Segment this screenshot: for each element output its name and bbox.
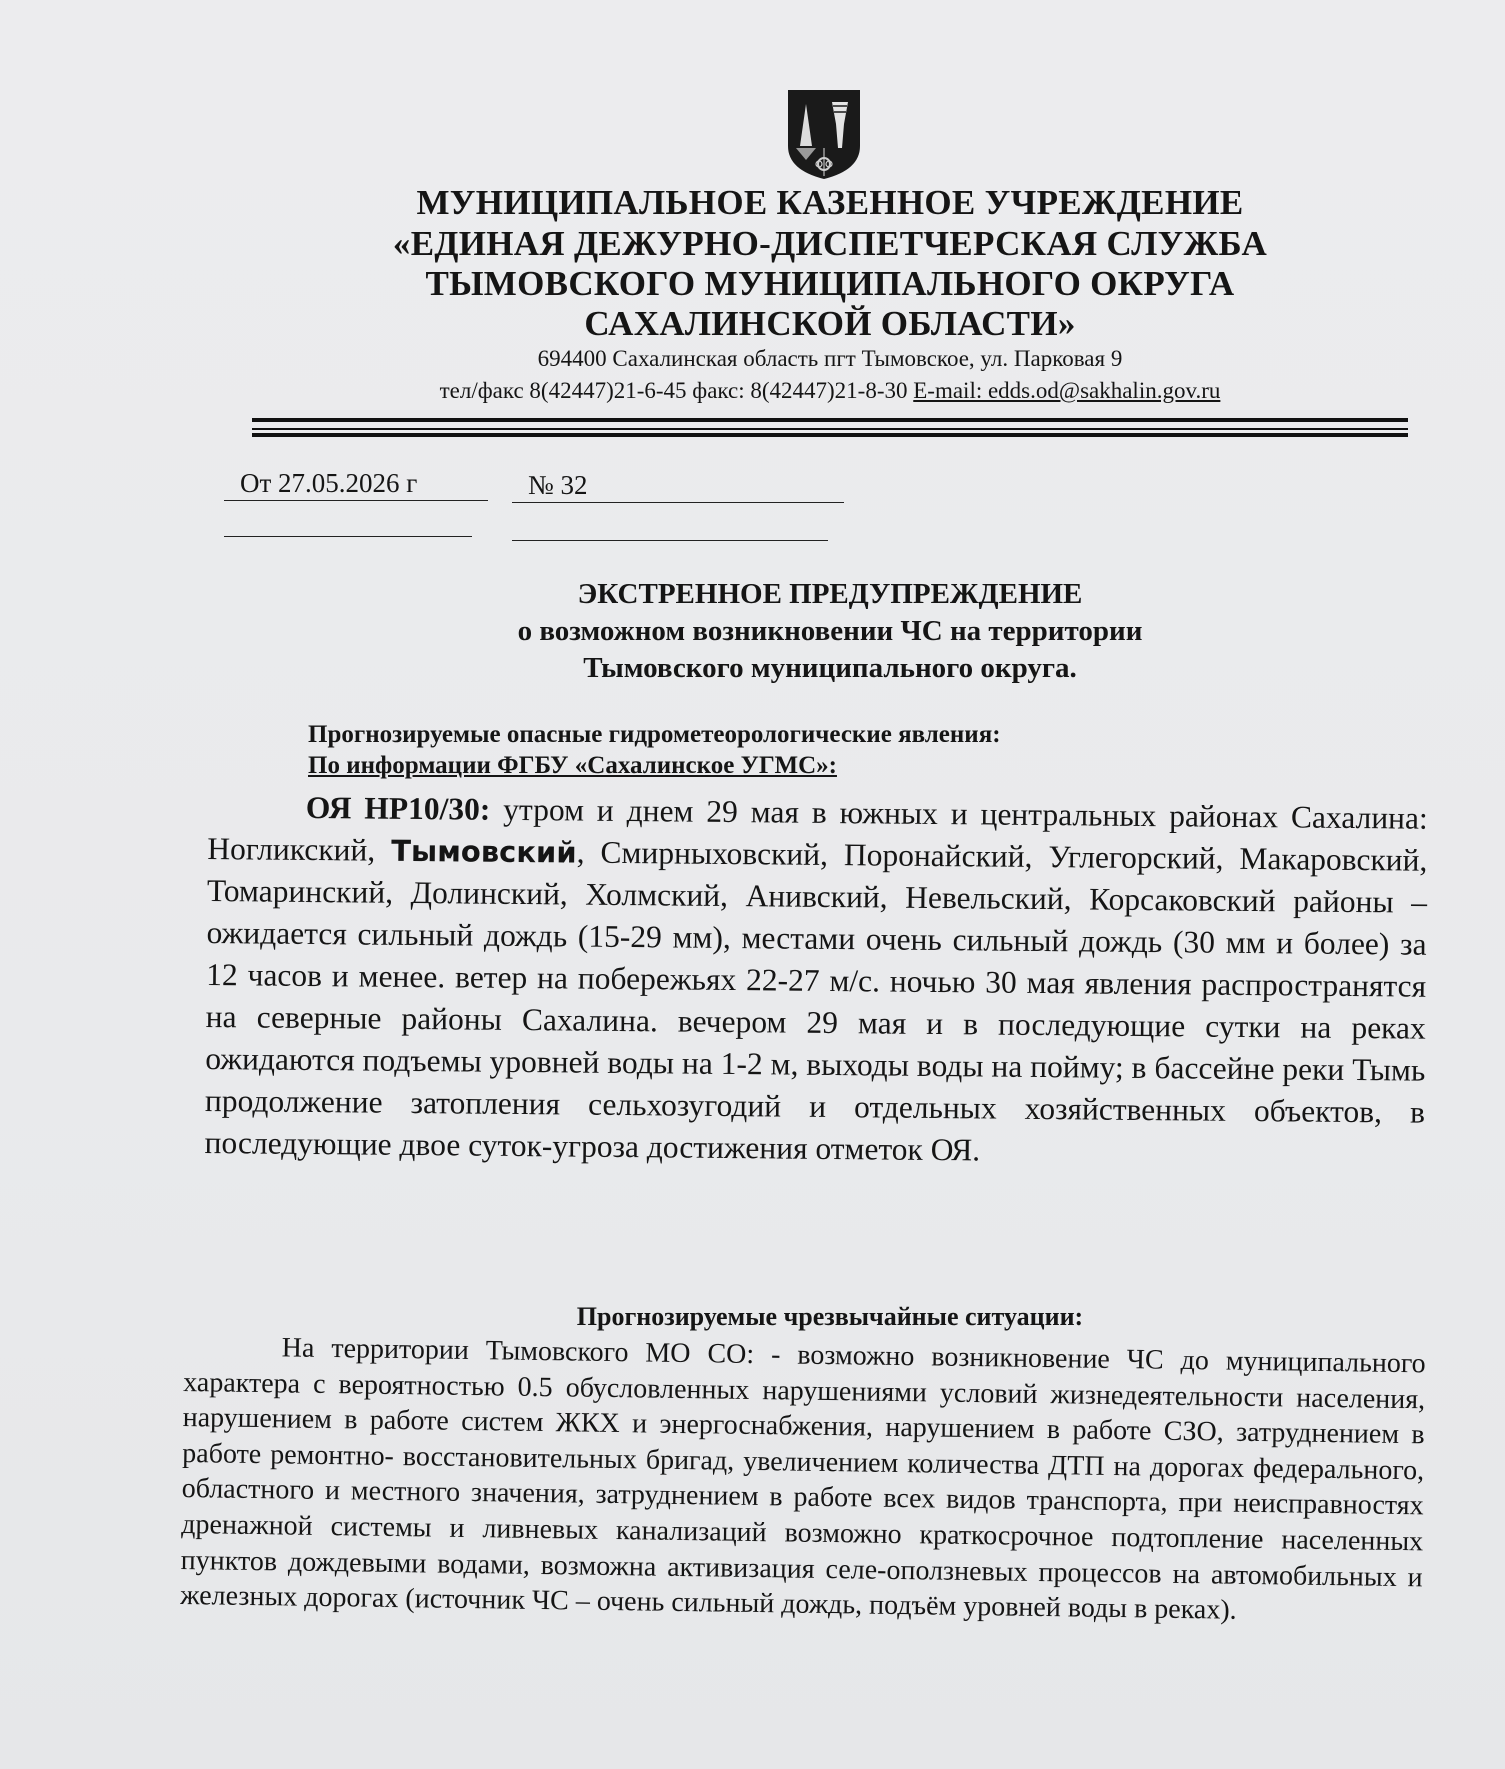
- emergency-text: [180, 1329, 1426, 1631]
- org-name-line-3: ТЫМОВСКОГО МУНИЦИПАЛЬНОГО ОКРУГА: [425, 264, 1235, 303]
- org-phone: тел/факс 8(42447)21-6-45 факс: 8(42447)21-8-30: [439, 378, 908, 403]
- org-contacts: [300, 376, 1360, 406]
- org-address: 694400 Сахалинская область пгт Тымовское, ул. Парковая 9: [537, 346, 1123, 371]
- forecast-heading: Прогнозируемые опасные гидрометеорологические явления:: [308, 721, 1001, 748]
- header-rule-thin: [252, 428, 1408, 430]
- blank-line-right: [512, 539, 828, 541]
- org-name-line-4: САХАЛИНСКОЙ ОБЛАСТИ»: [584, 304, 1076, 343]
- title-subline-1: о возможном возникновении ЧС на территории: [517, 615, 1143, 647]
- header-rule-thick: [252, 418, 1408, 422]
- forecast-highlight-district: Тымовский: [391, 833, 577, 870]
- header-rule-thick-2: [252, 433, 1408, 437]
- org-email: E-mail: edds.od@sakhalin.gov.ru: [913, 378, 1221, 403]
- org-name-line-1: МУНИЦИПАЛЬНОЕ КАЗЕННОЕ УЧРЕЖДЕНИЕ: [416, 183, 1244, 222]
- forecast-text-a: утром и днем 29 мая в южных и центральных районах Сахалина: Ногликский,: [207, 791, 1428, 868]
- forecast-lead: ОЯ НР10/30:: [305, 789, 491, 827]
- emergency-text-body: На территории Тымовского МО СО: - возможно возникновение ЧС до муниципального характера с вероятностью 0.5 обусловленных нарушениями условий жизнедеятельности населения, нарушением в работе систем ЖКХ и энергоснабжения, нарушением в работе СЗО, затруднением в работе ремонтно- восстановительных бригад, увеличением количества ДТП на дорогах федерального, областного и местного значения, затруднением в работе всех видов транспорта, при неисправностях дренажной системы и ливневых канализаций возможно краткосрочное подтопление населенных пунктов дождевыми водами, возможна активизация селе-оползневых процессов на автомобильных и железных дорогах (источник ЧС – очень сильный дождь, подъём уровней воды в реках).: [180, 1332, 1426, 1626]
- title-subline-2: Тымовского муниципального округа.: [583, 652, 1077, 684]
- forecast-source: По информации ФГБУ «Сахалинское УГМС»:: [308, 752, 837, 779]
- document-date: От 27.05.2026 г: [224, 466, 488, 501]
- emergency-heading: Прогнозируемые чрезвычайные ситуации:: [576, 1302, 1084, 1331]
- org-name-line-2: «ЕДИНАЯ ДЕЖУРНО-ДИСПЕТЧЕРСКАЯ СЛУЖБА: [392, 224, 1268, 263]
- document-number: № 32: [512, 468, 844, 503]
- blank-line-left: [224, 535, 472, 537]
- title-heading: ЭКСТРЕННОЕ ПРЕДУПРЕЖДЕНИЕ: [577, 578, 1083, 610]
- forecast-text-b: , Смирныховский, Поронайский, Углегорский, Макаровский, Томаринский, Долинский, Холмский, Анивский, Невельский, Корсаковский районы – ожидается сильный дождь (15-29 мм), местами очень сильный дождь (30 мм и более) за 12 часов и менее. ветер на побережьях 22-27 м/с. ночью 30 мая явления распространятся на северные районы Сахалина. вечером 29 мая и в последующие сутки на реках ожидаются подъемы уровней воды на 1-2 м, выходы воды на пойму; в бассейне реки Тымь продолжение затопления сельхозугодий и отдельных хозяйственных объектов, в последующие двое суток-угроза достижения отметок ОЯ.: [204, 834, 1428, 1168]
- coat-of-arms-emblem: [786, 88, 862, 181]
- forecast-text: [204, 786, 1428, 1176]
